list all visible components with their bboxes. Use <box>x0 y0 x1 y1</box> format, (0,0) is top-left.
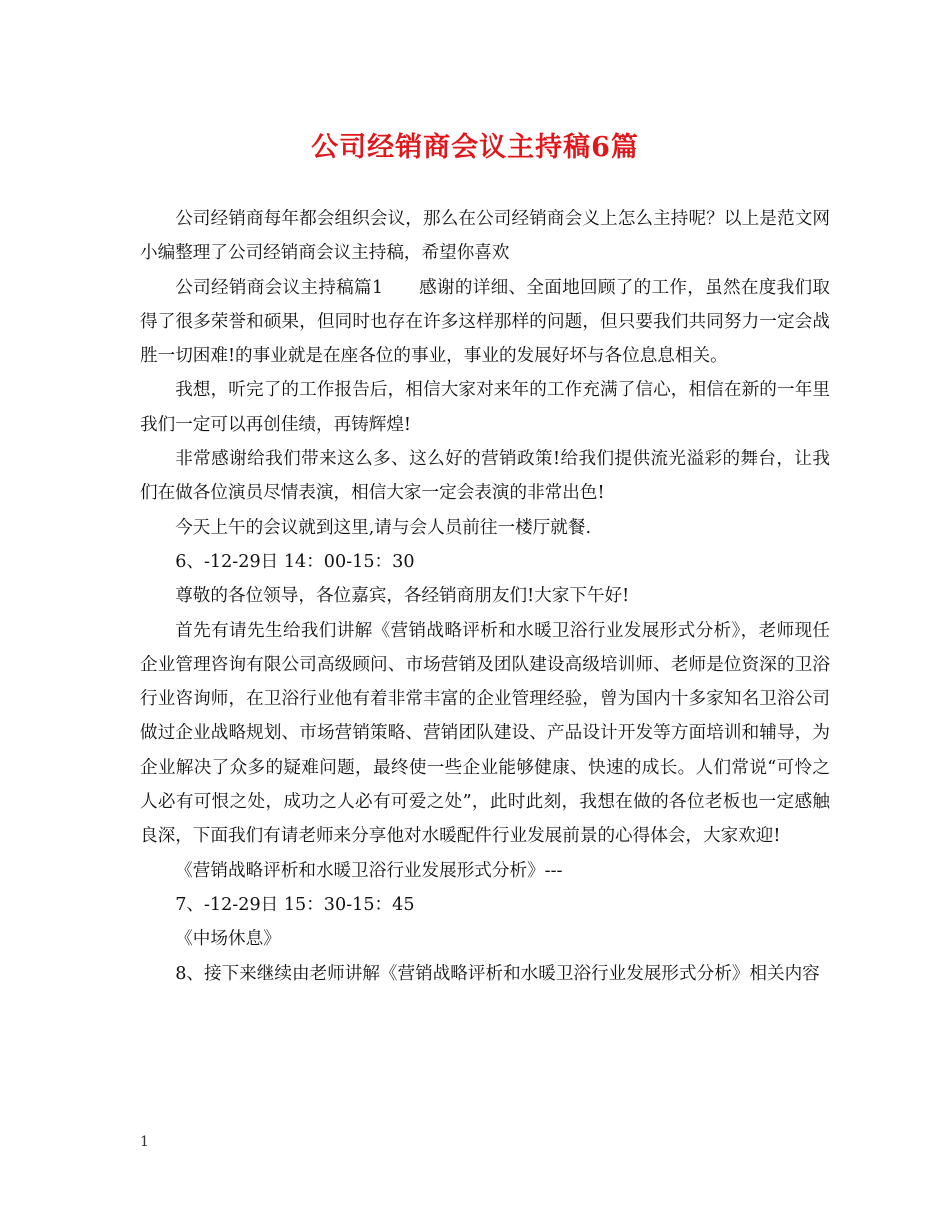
paragraph-thanks: 非常感谢给我们带来这么多、这么好的营销政策!给我们提供流光溢彩的舞台，让我们在做各位演员尽情表演，相信大家一定会表演的非常出色! <box>140 449 830 504</box>
paragraph-section-1: 公司经销商会议主持稿篇1 感谢的详细、全面地回顾了的工作，虽然在度我们取得了很多荣誉和硕果，但同时也存在许多这样那样的问题，但只要我们共同努力一定会战胜一切困难!的事业就是在座各位的事业，事业的发展好坏与各位息息相关。 <box>140 277 830 367</box>
paragraph-greeting: 尊敬的各位领导，各位嘉宾，各经销商朋友们!大家下午好! <box>175 586 630 607</box>
page-number: 1 <box>140 1134 149 1150</box>
paragraph-lecture-title: 《营销战略评析和水暖卫浴行业发展形式分析》--- <box>175 860 563 881</box>
paragraph-schedule-6: 6、-12-29日 14：00-15：30 <box>175 551 415 572</box>
paragraph-speaker-intro: 首先有请先生给我们讲解《营销战略评析和水暖卫浴行业发展形式分析》，老师现任企业管理咨询有限公司高级顾问、市场营销及团队建设高级培训师、老师是位资深的卫浴行业咨询师，在卫浴行业他有着非常丰富的企业管理经验，曾为国内十多家知名卫浴公司做过企业战略规划、市场营销策略、营销团队建设、产品设计开发等方面培训和辅导，为企业解决了众多的疑难问题，最终使一些企业能够健康、快速的成长。人们常说“可怜之人必有可恨之处，成功之人必有可爱之处”，此时此刻，我想在做的各位老板也一定感触良深，下面我们有请老师来分享他对水暖配件行业发展前景的心得体会，大家欢迎! <box>140 620 830 847</box>
paragraph-confidence: 我想，听完了的工作报告后，相信大家对来年的工作充满了信心，相信在新的一年里我们一定可以再创佳绩，再铸辉煌! <box>140 380 830 435</box>
paragraph-morning-close: 今天上午的会议就到这里,请与会人员前往一楼厅就餐. <box>175 517 592 538</box>
paragraph-intro: 公司经销商每年都会组织会议，那么在公司经销商会义上怎么主持呢？以上是范文网小编整理了公司经销商会议主持稿，希望你喜欢 <box>140 209 830 264</box>
paragraph-schedule-8: 8、接下来继续由老师讲解《营销战略评析和水暖卫浴行业发展形式分析》相关内容 <box>175 963 820 984</box>
paragraph-schedule-7: 7、-12-29日 15：30-15：45 <box>175 894 415 915</box>
document-title: 公司经销商会议主持稿6篇 <box>311 132 639 163</box>
paragraph-break: 《中场休息》 <box>175 929 281 950</box>
document-body <box>140 202 830 991</box>
